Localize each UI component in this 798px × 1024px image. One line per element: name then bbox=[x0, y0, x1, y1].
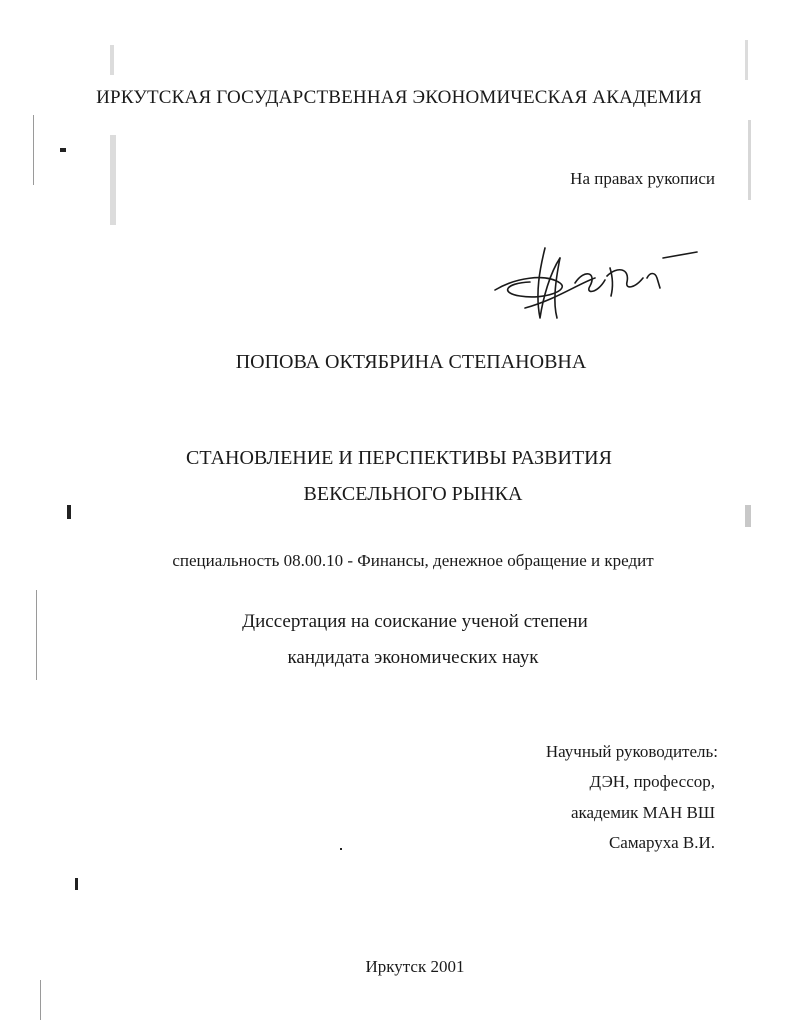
specialty: специальность 08.00.10 - Финансы, денежное обращение и кредит bbox=[172, 551, 654, 570]
institution-heading: ИРКУТСКАЯ ГОСУДАРСТВЕННАЯ ЭКОНОМИЧЕСКАЯ АКАДЕМИЯ bbox=[96, 87, 702, 108]
scan-speck-3 bbox=[75, 878, 78, 890]
degree-line-1: Диссертация на соискание ученой степени bbox=[242, 611, 588, 632]
scan-speck-1 bbox=[60, 148, 66, 152]
scan-edge-right-2 bbox=[745, 505, 751, 527]
scan-edge-right-top bbox=[745, 40, 748, 80]
scan-edge-left bbox=[33, 115, 34, 185]
supervisor-label: Научный руководитель: bbox=[545, 742, 718, 761]
scan-speck-2 bbox=[67, 505, 71, 519]
place-year: Иркутск 2001 bbox=[365, 957, 465, 976]
rights-note: На правах рукописи bbox=[570, 169, 715, 188]
title-line-1: СТАНОВЛЕНИЕ И ПЕРСПЕКТИВЫ РАЗВИТИЯ bbox=[186, 447, 612, 469]
scan-edge-mid-top bbox=[110, 45, 114, 75]
signature bbox=[485, 238, 700, 328]
degree-line-2: кандидата экономических наук bbox=[287, 647, 539, 668]
supervisor-name: Самаруха В.И. bbox=[608, 833, 715, 852]
scan-edge-mid bbox=[110, 135, 116, 225]
scan-edge-right bbox=[748, 120, 751, 200]
supervisor-academy: академик МАН ВШ bbox=[570, 803, 715, 822]
scan-edge-left-3 bbox=[40, 980, 41, 1020]
scan-speck-4 bbox=[340, 848, 342, 850]
supervisor-title: ДЭН, профессор, bbox=[589, 772, 715, 791]
author-name: ПОПОВА ОКТЯБРИНА СТЕПАНОВНА bbox=[235, 351, 587, 373]
title-line-2: ВЕКСЕЛЬНОГО РЫНКА bbox=[303, 483, 523, 505]
